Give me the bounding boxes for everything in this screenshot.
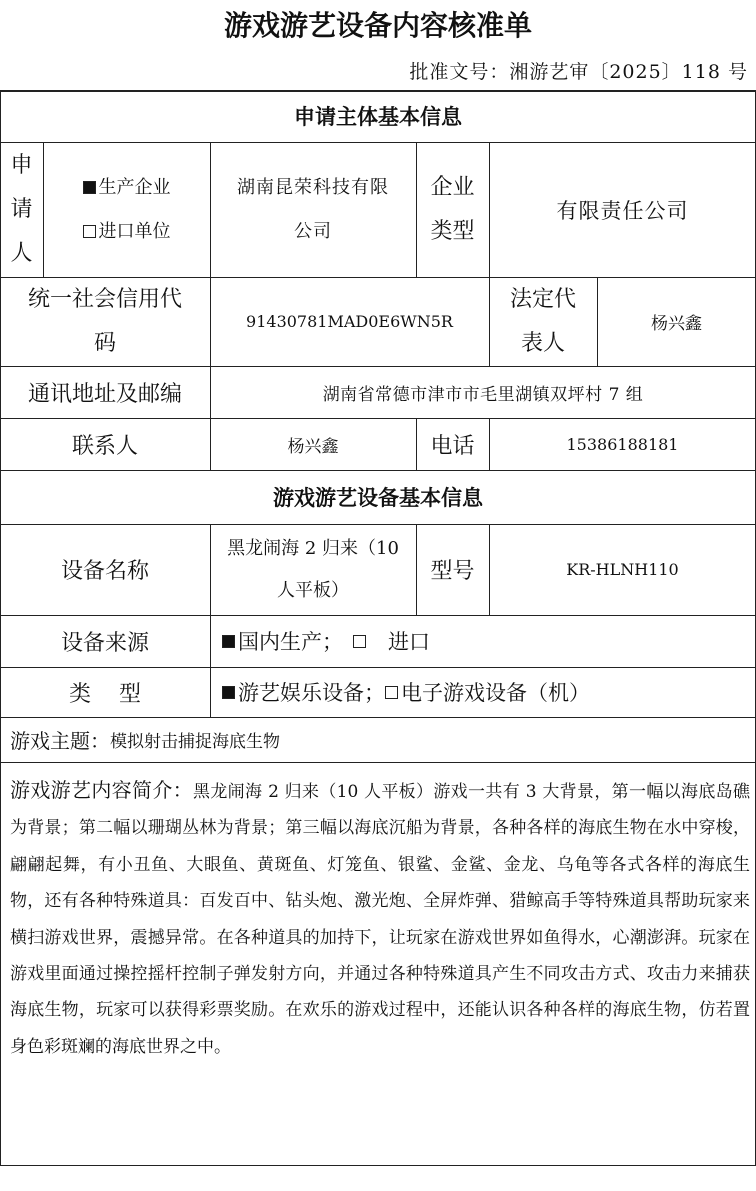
section-header-device: 游戏游艺设备基本信息 <box>273 486 483 510</box>
contact-label: 联系人 <box>71 433 138 459</box>
applicant-type-option[interactable] <box>83 166 171 210</box>
checkbox-unchecked-icon[interactable] <box>83 225 96 238</box>
applicant-type-option[interactable] <box>83 210 171 254</box>
device-name-line: 黑龙闹海 2 归来（10 <box>227 537 399 559</box>
company-name-line: 公司 <box>294 220 332 242</box>
checkbox-checked-icon[interactable] <box>222 686 235 699</box>
content-intro <box>10 772 750 1065</box>
device-source-label: 设备来源 <box>60 630 149 656</box>
type-option-label: 电子游戏设备（机） <box>401 681 590 705</box>
phone-label: 电话 <box>430 433 475 459</box>
device-type-label: 类 型 <box>69 681 141 707</box>
device-source-options <box>210 615 756 667</box>
device-name-line: 人平板） <box>277 579 349 601</box>
checkbox-checked-icon[interactable] <box>222 635 235 648</box>
approval-number: 批准文号：湘游艺审〔2025〕118 号 <box>409 61 748 83</box>
content-intro-label: 游戏游艺内容简介： <box>10 778 194 802</box>
contact-value: 杨兴鑫 <box>287 436 339 457</box>
credit-code-value: 91430781MAD0E6WN5R <box>246 312 453 331</box>
legal-rep-label-line: 表人 <box>520 330 565 356</box>
applicant-label-char: 人 <box>10 240 33 266</box>
address-value: 湖南省常德市津市市毛里湖镇双坪村 7 组 <box>322 384 644 405</box>
game-theme-label: 游戏主题： <box>10 729 110 753</box>
checkbox-checked-icon[interactable] <box>83 181 96 194</box>
source-option-label: 进口 <box>388 630 430 654</box>
checkbox-unchecked-icon[interactable] <box>385 686 398 699</box>
document-title: 游戏游艺设备内容核准单 <box>223 9 532 42</box>
applicant-type-label: 生产企业 <box>98 176 171 198</box>
game-theme-row <box>0 717 756 762</box>
model-value: KR-HLNH110 <box>566 560 679 579</box>
applicant-label <box>0 142 43 277</box>
applicant-type-label: 进口单位 <box>98 220 171 242</box>
applicant-type-options <box>43 142 210 277</box>
content-intro-text: 黑龙闹海 2 归来（10 人平板）游戏一共有 3 大背景，第一幅以海底岛礁为背景；第二幅以珊瑚丛林为背景；第三幅以海底沉船为背景，各种各样的海底生物在水中穿梭，翩翩起舞，有小丑鱼、大眼鱼、黄斑鱼、灯笼鱼、银鲨、金鲨、金龙、乌龟等各式各样的海底生物，还有各种特殊道具：百发百中、钻头炮、激光炮、全屏炸弹、猎鲸高手等特殊道具帮助玩家来横扫游戏世界，震撼异常。在各种道具的加持下，让玩家在游戏世界如鱼得水，心潮澎湃。玩家在游戏里面通过操控摇杆控制子弹发射方向，并通过各种特殊道具产生不同攻击方式、攻击力来捕获海底生物，玩家可以获得彩票奖励。在欢乐的游戏过程中，还能认识各种各样的海底生物，仿若置身色彩斑斓的海底世界之中。 <box>10 782 750 1057</box>
device-type-options <box>210 667 756 717</box>
enterprise-type-label-line: 类型 <box>430 218 475 244</box>
credit-code-label-line: 统一社会信用代 <box>27 286 182 312</box>
device-name-value <box>210 524 416 615</box>
legal-rep-label-line: 法定代 <box>509 286 576 312</box>
type-option-label: 游艺娱乐设备； <box>238 681 385 705</box>
model-label: 型号 <box>430 559 475 584</box>
address-label: 通讯地址及邮编 <box>27 381 182 407</box>
credit-code-label-line: 码 <box>93 330 116 356</box>
section-header-applicant: 申请主体基本信息 <box>294 105 462 129</box>
game-theme-value: 模拟射击捕捉海底生物 <box>110 732 280 752</box>
enterprise-type-label <box>416 142 489 277</box>
legal-rep-label <box>489 277 597 366</box>
applicant-label-char: 请 <box>10 196 33 222</box>
company-name-line: 湖南昆荣科技有限 <box>237 176 389 198</box>
checkbox-unchecked-icon[interactable] <box>353 635 366 648</box>
company-name <box>210 142 416 277</box>
enterprise-type-label-line: 企业 <box>430 174 475 200</box>
phone-value: 15386188181 <box>566 434 679 454</box>
credit-code-label <box>0 277 210 366</box>
enterprise-type-value: 有限责任公司 <box>556 198 689 223</box>
source-option-label: 国内生产； <box>238 630 343 654</box>
device-name-label: 设备名称 <box>60 559 149 584</box>
legal-rep-value: 杨兴鑫 <box>651 314 702 334</box>
applicant-label-char: 申 <box>10 152 33 178</box>
